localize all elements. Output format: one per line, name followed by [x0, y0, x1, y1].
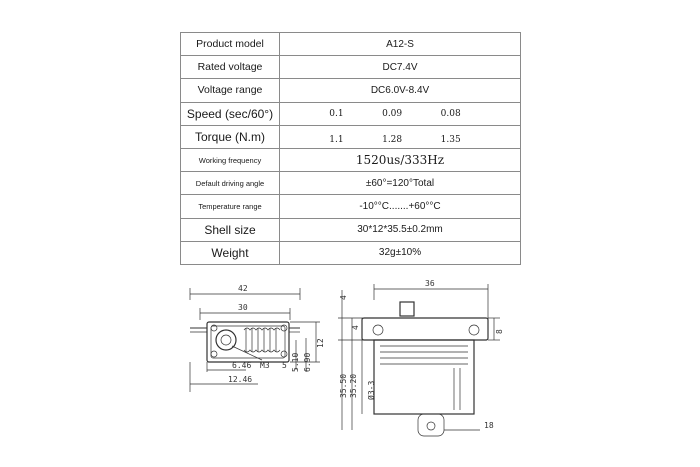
dim-4-top: 4 [339, 295, 348, 300]
torque-value: 1.1 [329, 134, 344, 145]
row-label: Speed (sec/60°) [181, 102, 280, 125]
dim-36: 36 [425, 279, 435, 288]
dim-5-10: 5.10 [291, 352, 300, 372]
row-label: Torque (N.m) [181, 125, 280, 148]
torque-value: 1.28 [382, 134, 403, 145]
row-label: Default driving angle [181, 172, 280, 195]
row-value: DC7.4V [280, 56, 521, 79]
torque-value: 1.35 [440, 134, 461, 145]
row-value: 30*12*35.5±0.2mm [280, 218, 521, 241]
dim-42: 42 [238, 284, 248, 293]
dim-35-50: 35.50 [339, 373, 348, 398]
speed-value: 0.09 [382, 108, 403, 119]
dim-4-mid: 4 [351, 325, 360, 330]
dim-12-46: 12.46 [228, 375, 253, 384]
dim-m3: M3 [260, 361, 270, 370]
speed-value: 0.08 [440, 108, 461, 119]
row-value: ±60°=120°Total [280, 172, 521, 195]
dim-phi: Ø3-3 [367, 380, 376, 400]
side-view [338, 284, 500, 436]
row-label: Voltage range [181, 79, 280, 102]
dim-6-46: 6.46 [232, 361, 252, 370]
dim-8: 8 [495, 329, 504, 334]
row-label: Rated voltage [181, 56, 280, 79]
row-value: 32g±10% [280, 241, 521, 264]
row-value: DC6.0V-8.4V [280, 79, 521, 102]
row-label: Shell size [181, 218, 280, 241]
row-label: Weight [181, 241, 280, 264]
dim-6-90: 6.90 [303, 352, 312, 372]
speed-value: 0.1 [329, 108, 344, 119]
row-label: Working frequency [181, 148, 280, 171]
row-value: A12-S [280, 33, 521, 56]
dim-18: 18 [484, 421, 494, 430]
row-label: Product model [181, 33, 280, 56]
row-label: Temperature range [181, 195, 280, 218]
dim-35-20: 35.20 [349, 373, 358, 398]
dim-5: 5 [282, 361, 287, 370]
dim-12: 12 [316, 338, 325, 348]
front-view [190, 288, 320, 392]
row-value: -10°°C.......+60°°C [280, 195, 521, 218]
row-value: 1520us/333Hz [280, 148, 521, 171]
dim-30: 30 [238, 303, 248, 312]
